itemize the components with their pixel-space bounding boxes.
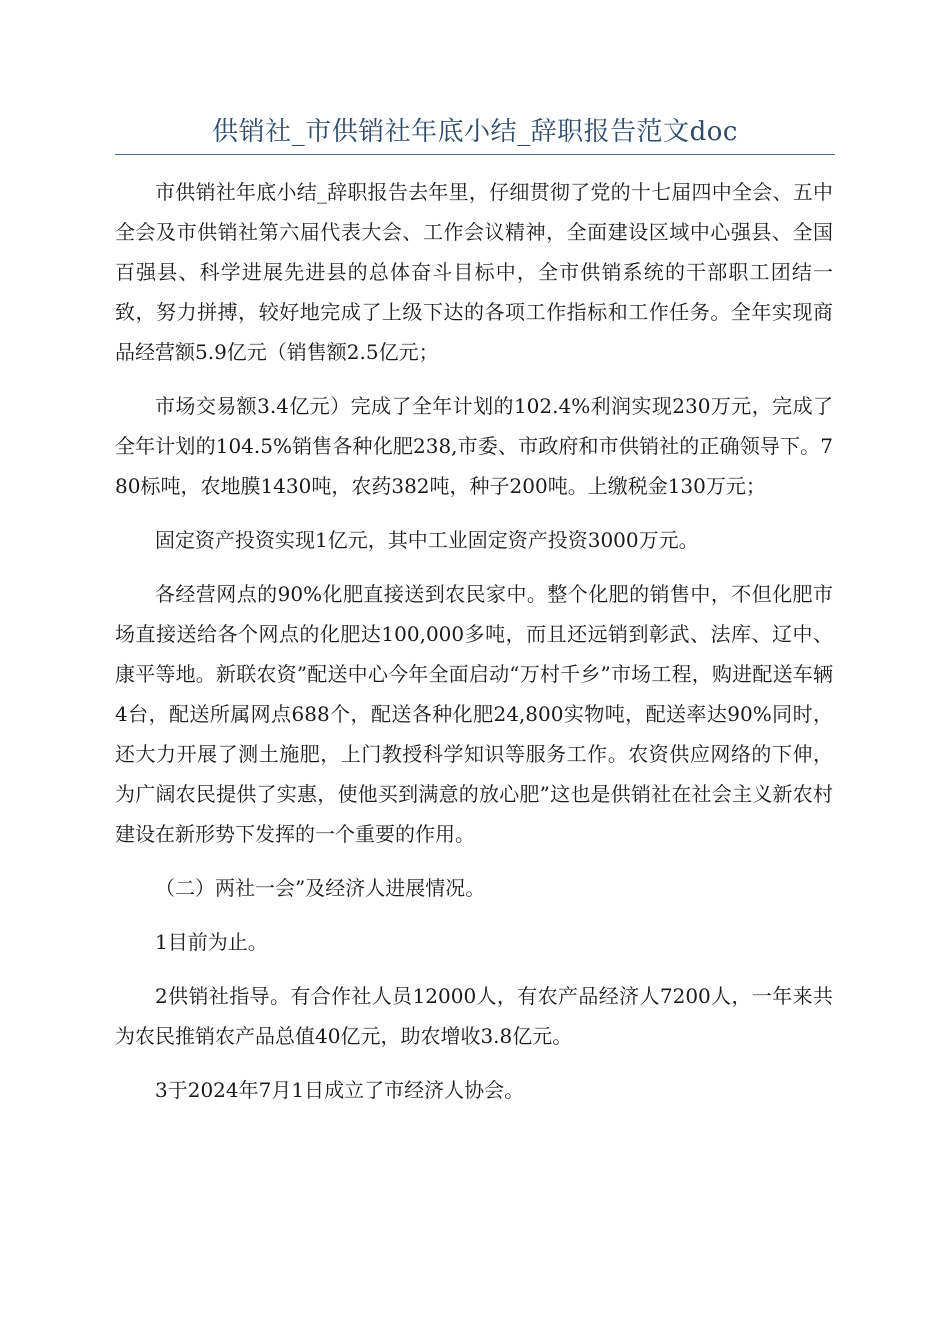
document-body [115, 172, 833, 1124]
paragraph-4: 各经营网点的90%化肥直接送到农民家中。整个化肥的销售中，不但化肥市场直接送给各个网点的化肥达100,000多吨，而且还远销到彰武、法库、辽中、康平等地。新联农资”配送中心今年全面启动“万村千乡”市场工程，购进配送车辆4台，配送所属网点688个，配送各种化肥24,800实物吨，配送率达90%同时，还大力开展了测土施肥，上门教授科学知识等服务工作。农资供应网络的下伸，为广阔农民提供了实惠，使他买到满意的放心肥”这也是供销社在社会主义新农村建设在新形势下发挥的一个重要的作用。 [115, 582, 833, 846]
paragraph-1: 市供销社年底小结_辞职报告去年里，仔细贯彻了党的十七届四中全会、五中全会及市供销社第六届代表大会、工作会议精神，全面建设区域中心强县、全国百强县、科学进展先进县的总体奋斗目标中，全市供销系统的干部职工团结一致，努力拼搏，较好地完成了上级下达的各项工作指标和工作任务。全年实现商品经营额5.9亿元（销售额2.5亿元； [115, 180, 833, 364]
paragraph-3: 固定资产投资实现1亿元，其中工业固定资产投资3000万元。 [155, 528, 699, 552]
paragraph-6: 1目前为止。 [155, 930, 268, 954]
document-title: 供销社_市供销社年底小结_辞职报告范文doc [212, 117, 738, 147]
title-underline [115, 154, 835, 155]
paragraph-2: 市场交易额3.4亿元）完成了全年计划的102.4%利润实现230万元，完成了全年计划的104.5%销售各种化肥238,市委、市政府和市供销社的正确领导下。780标吨，农地膜1430吨，农药382吨，种子200吨。上缴税金130万元； [115, 394, 833, 498]
paragraph-7: 2供销社指导。有合作社人员12000人，有农产品经济人7200人，一年来共为农民推销农产品总值40亿元，助农增收3.8亿元。 [115, 984, 833, 1048]
paragraph-5: （二）两社一会”及经济人进展情况。 [155, 876, 486, 900]
paragraph-8: 3于2024年7月1日成立了市经济人协会。 [155, 1078, 525, 1102]
